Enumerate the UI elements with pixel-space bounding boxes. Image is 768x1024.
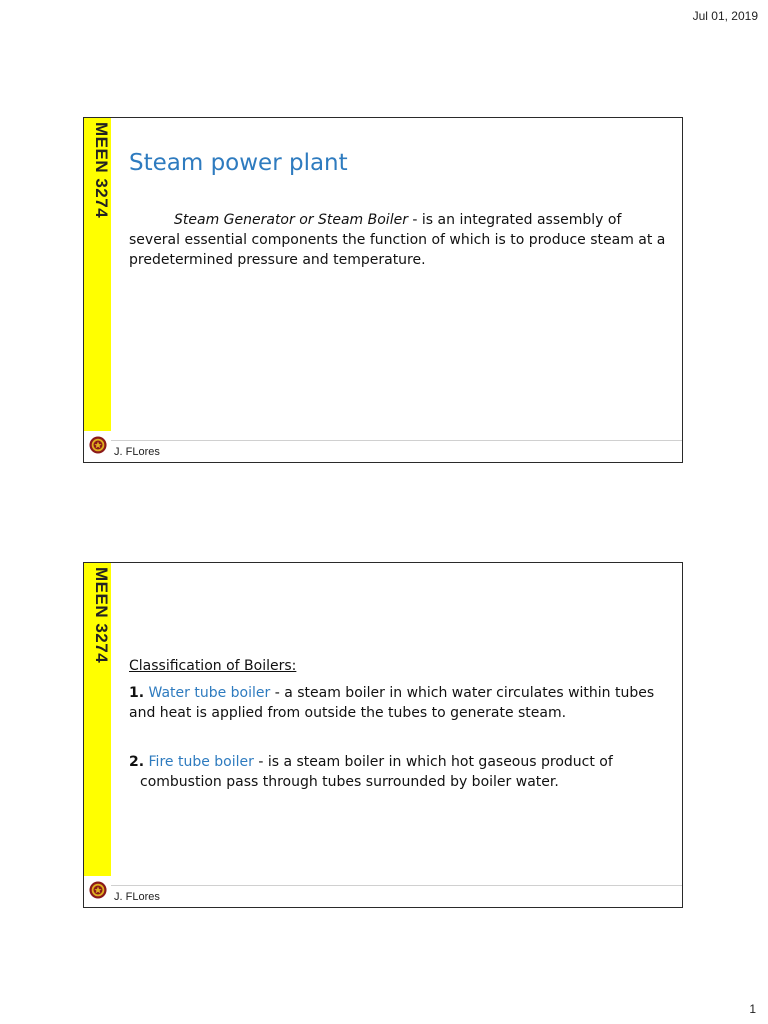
course-code-label: MEEN 3274 — [92, 122, 111, 219]
page-date: Jul 01, 2019 — [692, 9, 758, 23]
footer-rule — [111, 440, 682, 441]
item-term: Fire tube boiler — [148, 754, 254, 770]
paragraph-text: - is an integrated assembly of several essential components the function of which is to produce steam at a predetermined pressure and temperature. — [129, 212, 666, 268]
slide-title: Steam power plant — [129, 150, 348, 176]
footer-author: J. FLores — [114, 446, 160, 458]
university-seal-icon — [89, 436, 107, 454]
footer-author: J. FLores — [114, 891, 160, 903]
item-definition-line2: combustion pass through tubes surrounded by boiler water. — [140, 774, 559, 790]
side-band — [84, 563, 111, 876]
slide-1 — [83, 117, 683, 463]
item-number: 1. — [129, 685, 145, 701]
university-seal-icon — [89, 881, 107, 899]
page-number: 1 — [749, 1002, 756, 1016]
course-code-label: MEEN 3274 — [92, 567, 111, 664]
slide-2 — [83, 562, 683, 908]
side-band — [84, 118, 111, 431]
list-item-water-tube — [129, 683, 669, 723]
item-definition-line1: - is a steam boiler in which hot gaseous product of — [253, 754, 613, 770]
item-term: Water tube boiler — [148, 685, 271, 701]
item-number: 2. — [129, 754, 145, 770]
section-heading: Classification of Boilers: — [129, 658, 297, 674]
item-definition: - a steam boiler in which water circulates within tubes and heat is applied from outside the tubes to generate steam. — [129, 685, 655, 721]
list-item-fire-tube — [129, 752, 669, 792]
footer-rule — [111, 885, 682, 886]
term-italic: Steam Generator or Steam Boiler — [174, 212, 408, 228]
slide-paragraph — [129, 210, 669, 270]
